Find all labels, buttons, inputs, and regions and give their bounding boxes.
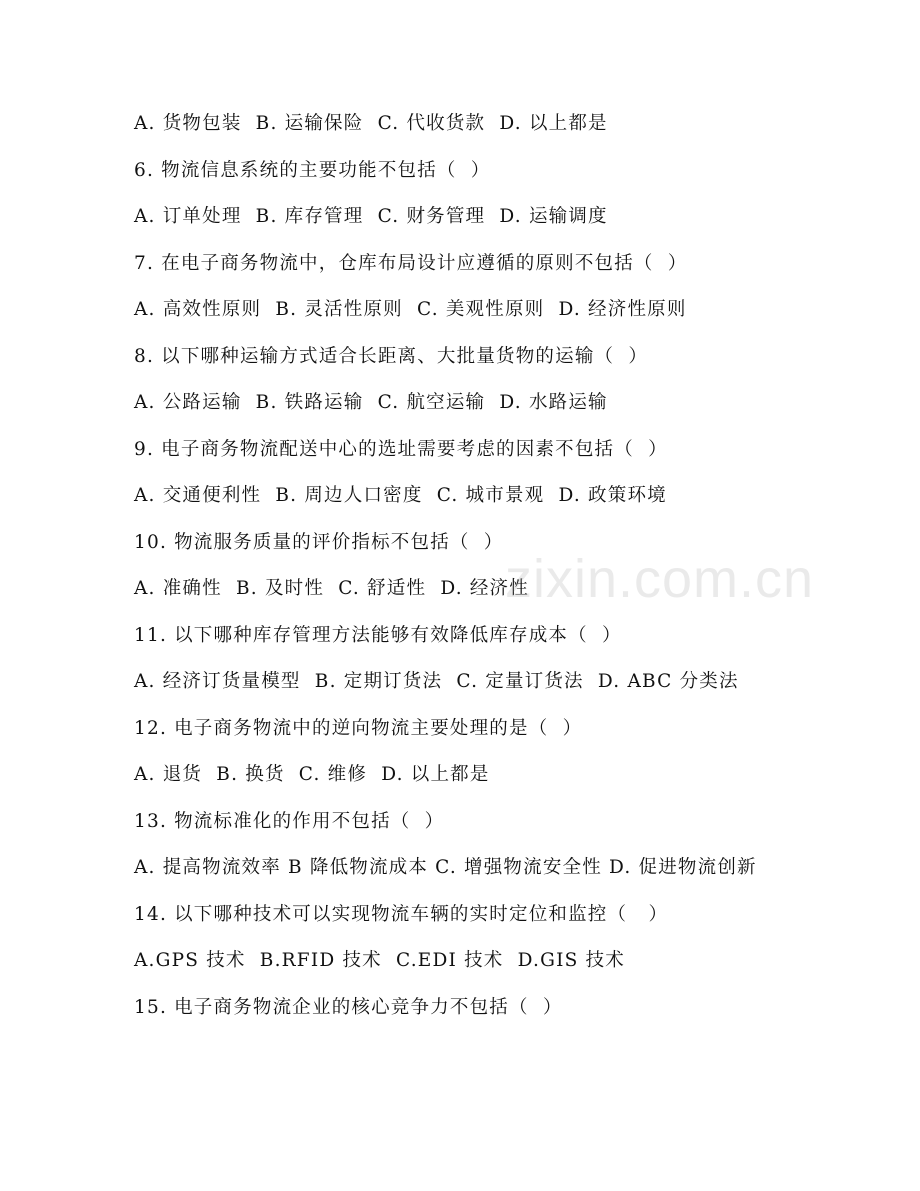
options-line: A. 订单处理 B. 库存管理 C. 财务管理 D. 运输调度	[134, 206, 608, 227]
options-line: A. 退货 B. 换货 C. 维修 D. 以上都是	[134, 764, 490, 785]
options-line: A.GPS 技术 B.RFID 技术 C.EDI 技术 D.GIS 技术	[134, 950, 625, 971]
question-8: 8. 以下哪种运输方式适合长距离、大批量货物的运输（ ）	[134, 345, 649, 367]
question-9: 9. 电子商务物流配送中心的选址需要考虑的因素不包括（ ）	[134, 438, 668, 460]
options-line: A. 高效性原则 B. 灵活性原则 C. 美观性原则 D. 经济性原则	[134, 299, 687, 320]
options-line: A. 经济订货量模型 B. 定期订货法 C. 定量订货法 D. ABC 分类法	[134, 671, 739, 692]
question-6: 6. 物流信息系统的主要功能不包括（ ）	[134, 159, 491, 181]
question-13: 13. 物流标准化的作用不包括（ ）	[134, 810, 445, 832]
options-line: A. 公路运输 B. 铁路运输 C. 航空运输 D. 水路运输	[134, 392, 608, 413]
options-line: A. 货物包装 B. 运输保险 C. 代收货款 D. 以上都是	[134, 113, 608, 134]
watermark: zixin.com.cn	[505, 549, 815, 609]
options-line: A. 提高物流效率 B 降低物流成本 C. 增强物流安全性 D. 促进物流创新	[134, 857, 757, 878]
question-15: 15. 电子商务物流企业的核心竞争力不包括（ ）	[134, 996, 563, 1018]
question-12: 12. 电子商务物流中的逆向物流主要处理的是（ ）	[134, 717, 583, 739]
question-10: 10. 物流服务质量的评价指标不包括（ ）	[134, 531, 504, 553]
question-14: 14. 以下哪种技术可以实现物流车辆的实时定位和监控（ ）	[134, 903, 669, 925]
options-line: A. 准确性 B. 及时性 C. 舒适性 D. 经济性	[134, 578, 529, 599]
options-line: A. 交通便利性 B. 周边人口密度 C. 城市景观 D. 政策环境	[134, 485, 667, 506]
question-7: 7. 在电子商务物流中，仓库布局设计应遵循的原则不包括（ ）	[134, 252, 688, 274]
question-11: 11. 以下哪种库存管理方法能够有效降低库存成本（ ）	[134, 624, 622, 646]
